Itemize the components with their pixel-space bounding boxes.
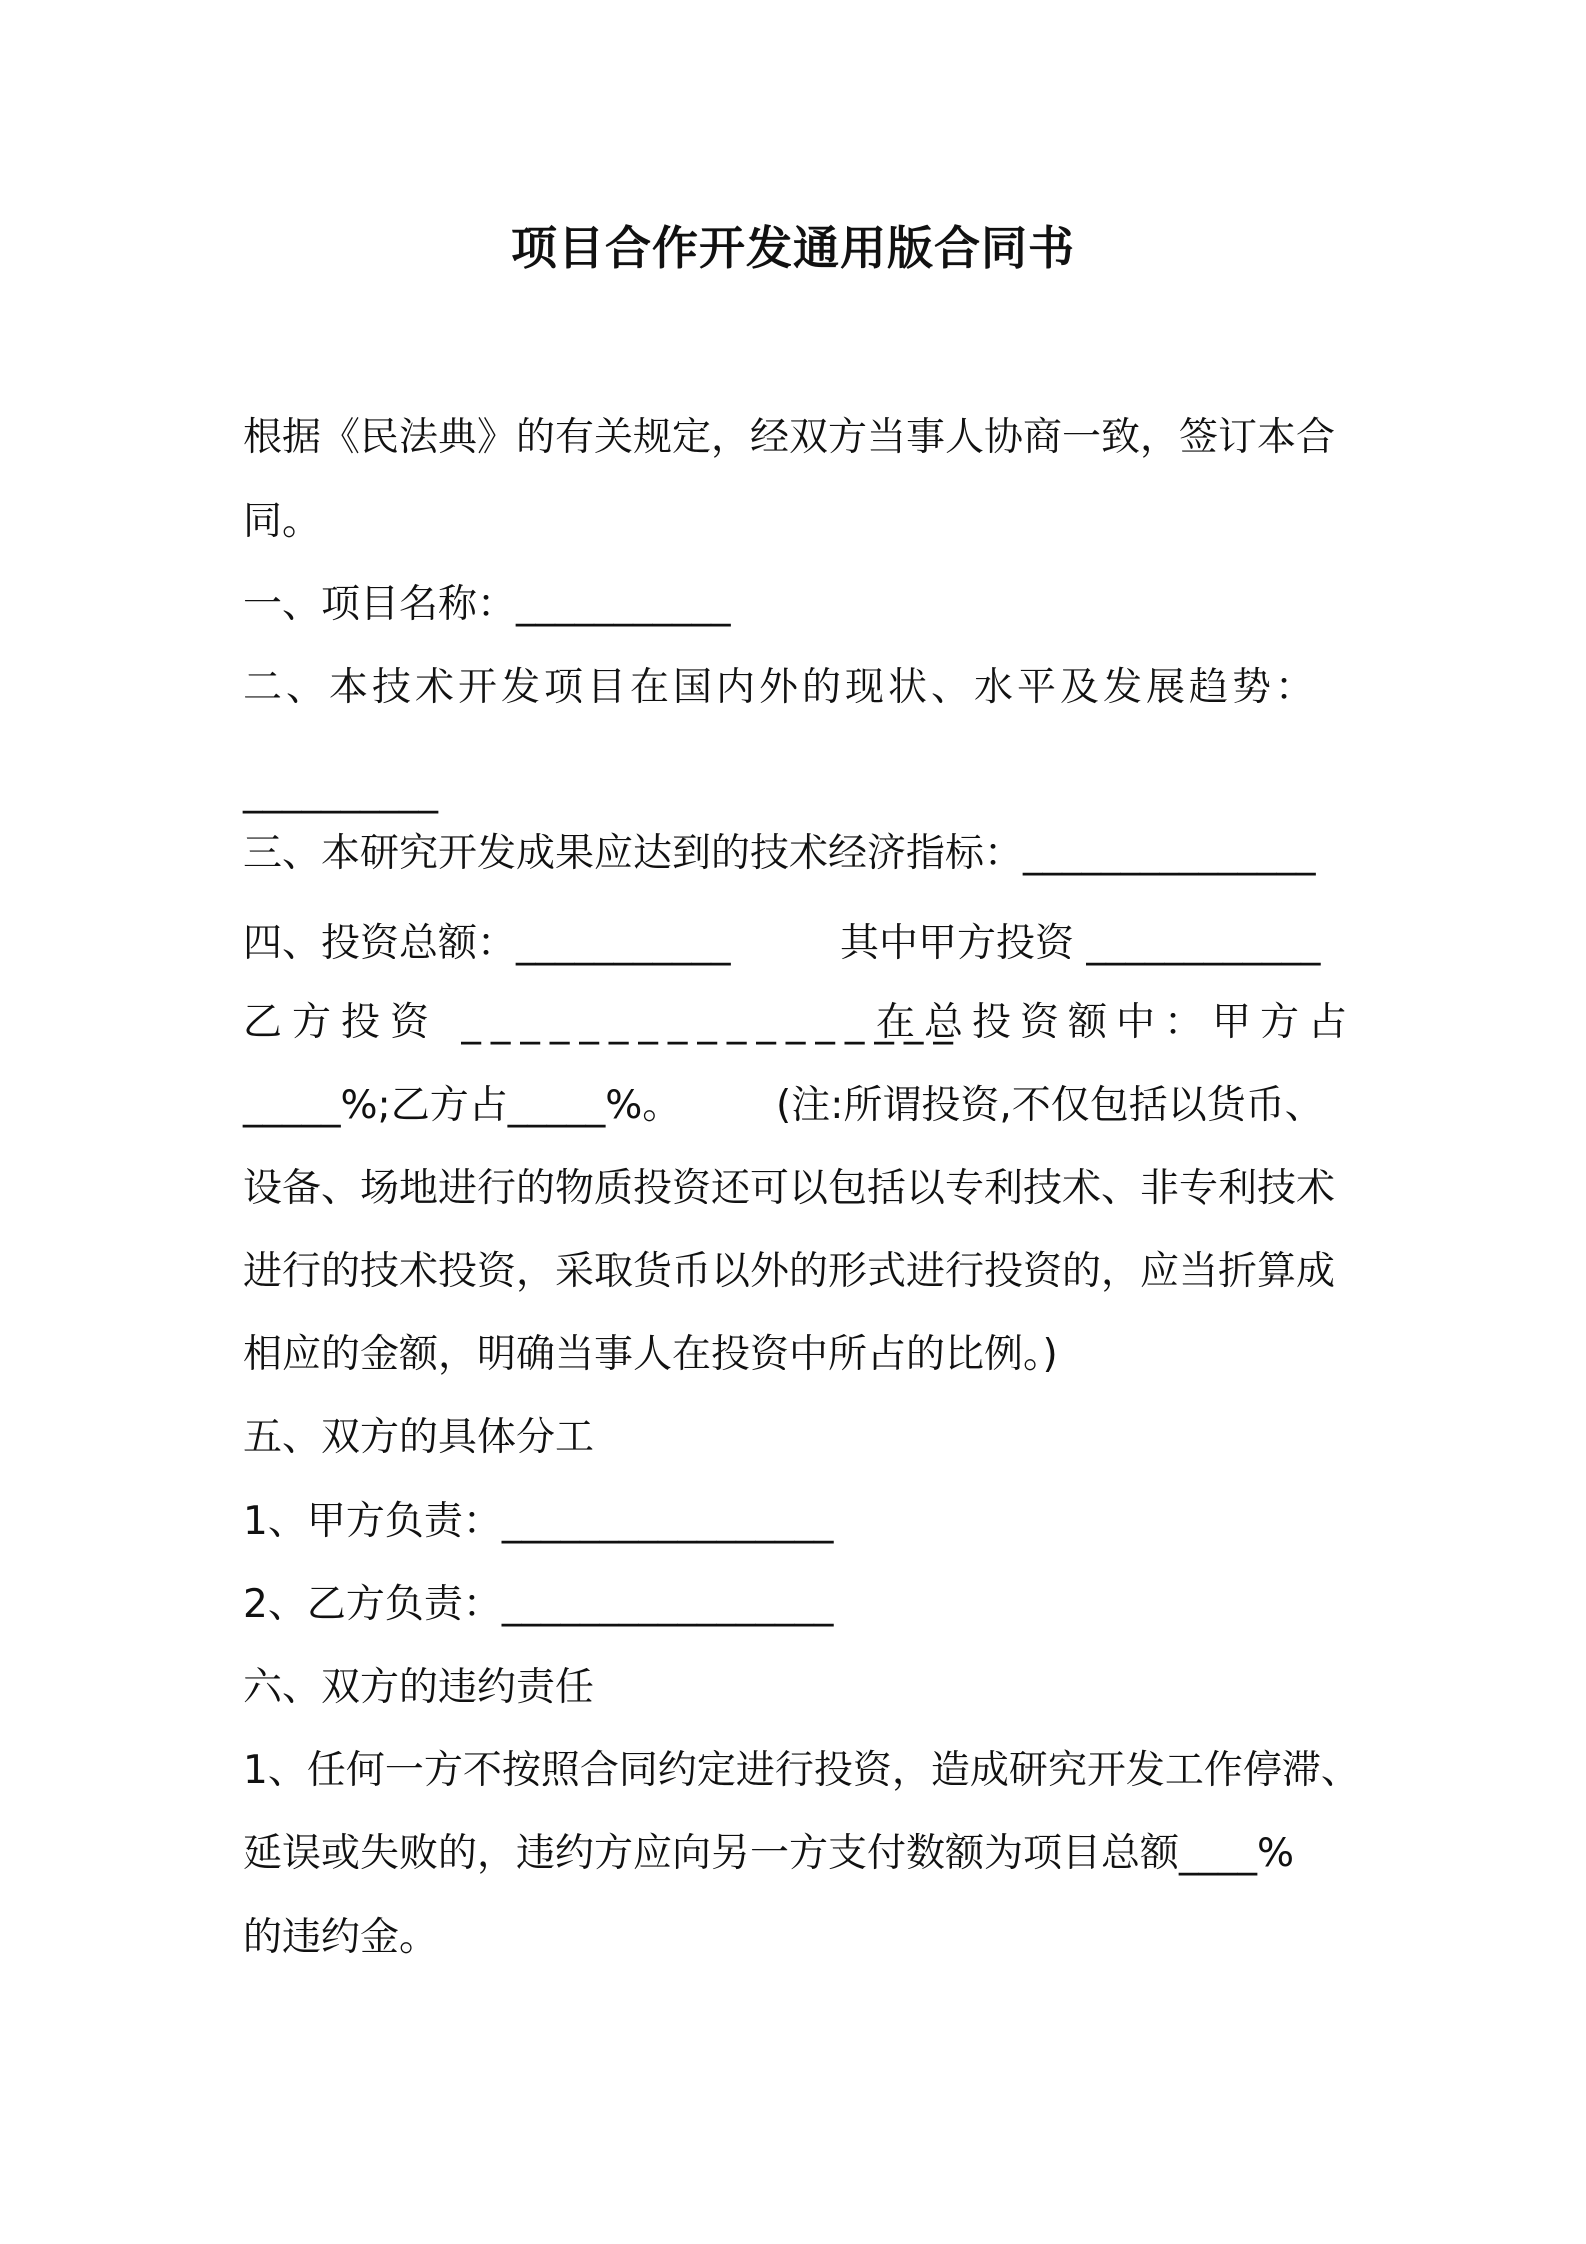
clause-5-party-a: 1、甲方负责：_________________ (243, 1499, 834, 1544)
clause-4-party-b-investment: 乙方投资 _________________ (243, 1000, 963, 1045)
paragraph-intro-line-1: 根据《民法典》的有关规定，经双方当事人协商一致，签订本合 (243, 415, 1336, 460)
clause-2-blank: __________ (243, 769, 438, 814)
clause-4-share-percent: _____%;乙方占_____%。 (243, 1083, 682, 1128)
clause-6-1-line-1: 1、任何一方不按照合同约定进行投资，造成研究开发工作停滞、 (243, 1748, 1360, 1793)
paragraph-intro-line-2: 同。 (243, 499, 322, 544)
clause-6-heading: 六、双方的违约责任 (243, 1665, 595, 1710)
clause-4-note-line-3: 进行的技术投资，采取货币以外的形式进行投资的，应当折算成 (243, 1249, 1336, 1294)
clause-4-note-start: (注:所谓投资,不仅包括以货币、 (776, 1083, 1324, 1128)
clause-4-note-line-2: 设备、场地进行的物质投资还可以包括以专利技术、非专利技术 (243, 1166, 1336, 1211)
clause-6-1-line-3: 的违约金。 (243, 1915, 439, 1960)
clause-3-indicators: 三、本研究开发成果应达到的技术经济指标：_______________ (243, 831, 1316, 876)
clause-6-1-line-2: 延误或失败的，违约方应向另一方支付数额为项目总额____% (243, 1831, 1295, 1876)
clause-1-project-name: 一、项目名称：___________ (243, 582, 731, 627)
clause-5-party-b: 2、乙方负责：_________________ (243, 1582, 834, 1627)
clause-4-note-line-4: 相应的金额，明确当事人在投资中所占的比例。) (243, 1332, 1058, 1377)
document-title: 项目合作开发通用版合同书 (511, 221, 1075, 275)
clause-2-status: 二、本技术开发项目在国内外的现状、水平及发展趋势： (243, 665, 1319, 710)
clause-4-party-a-investment: 其中甲方投资 ____________ (840, 921, 1321, 966)
clause-4-share-intro: 在总投资额中：甲方占 (876, 1000, 1357, 1045)
clause-4-total-investment: 四、投资总额：___________ (243, 921, 731, 966)
clause-5-heading: 五、双方的具体分工 (243, 1415, 595, 1460)
